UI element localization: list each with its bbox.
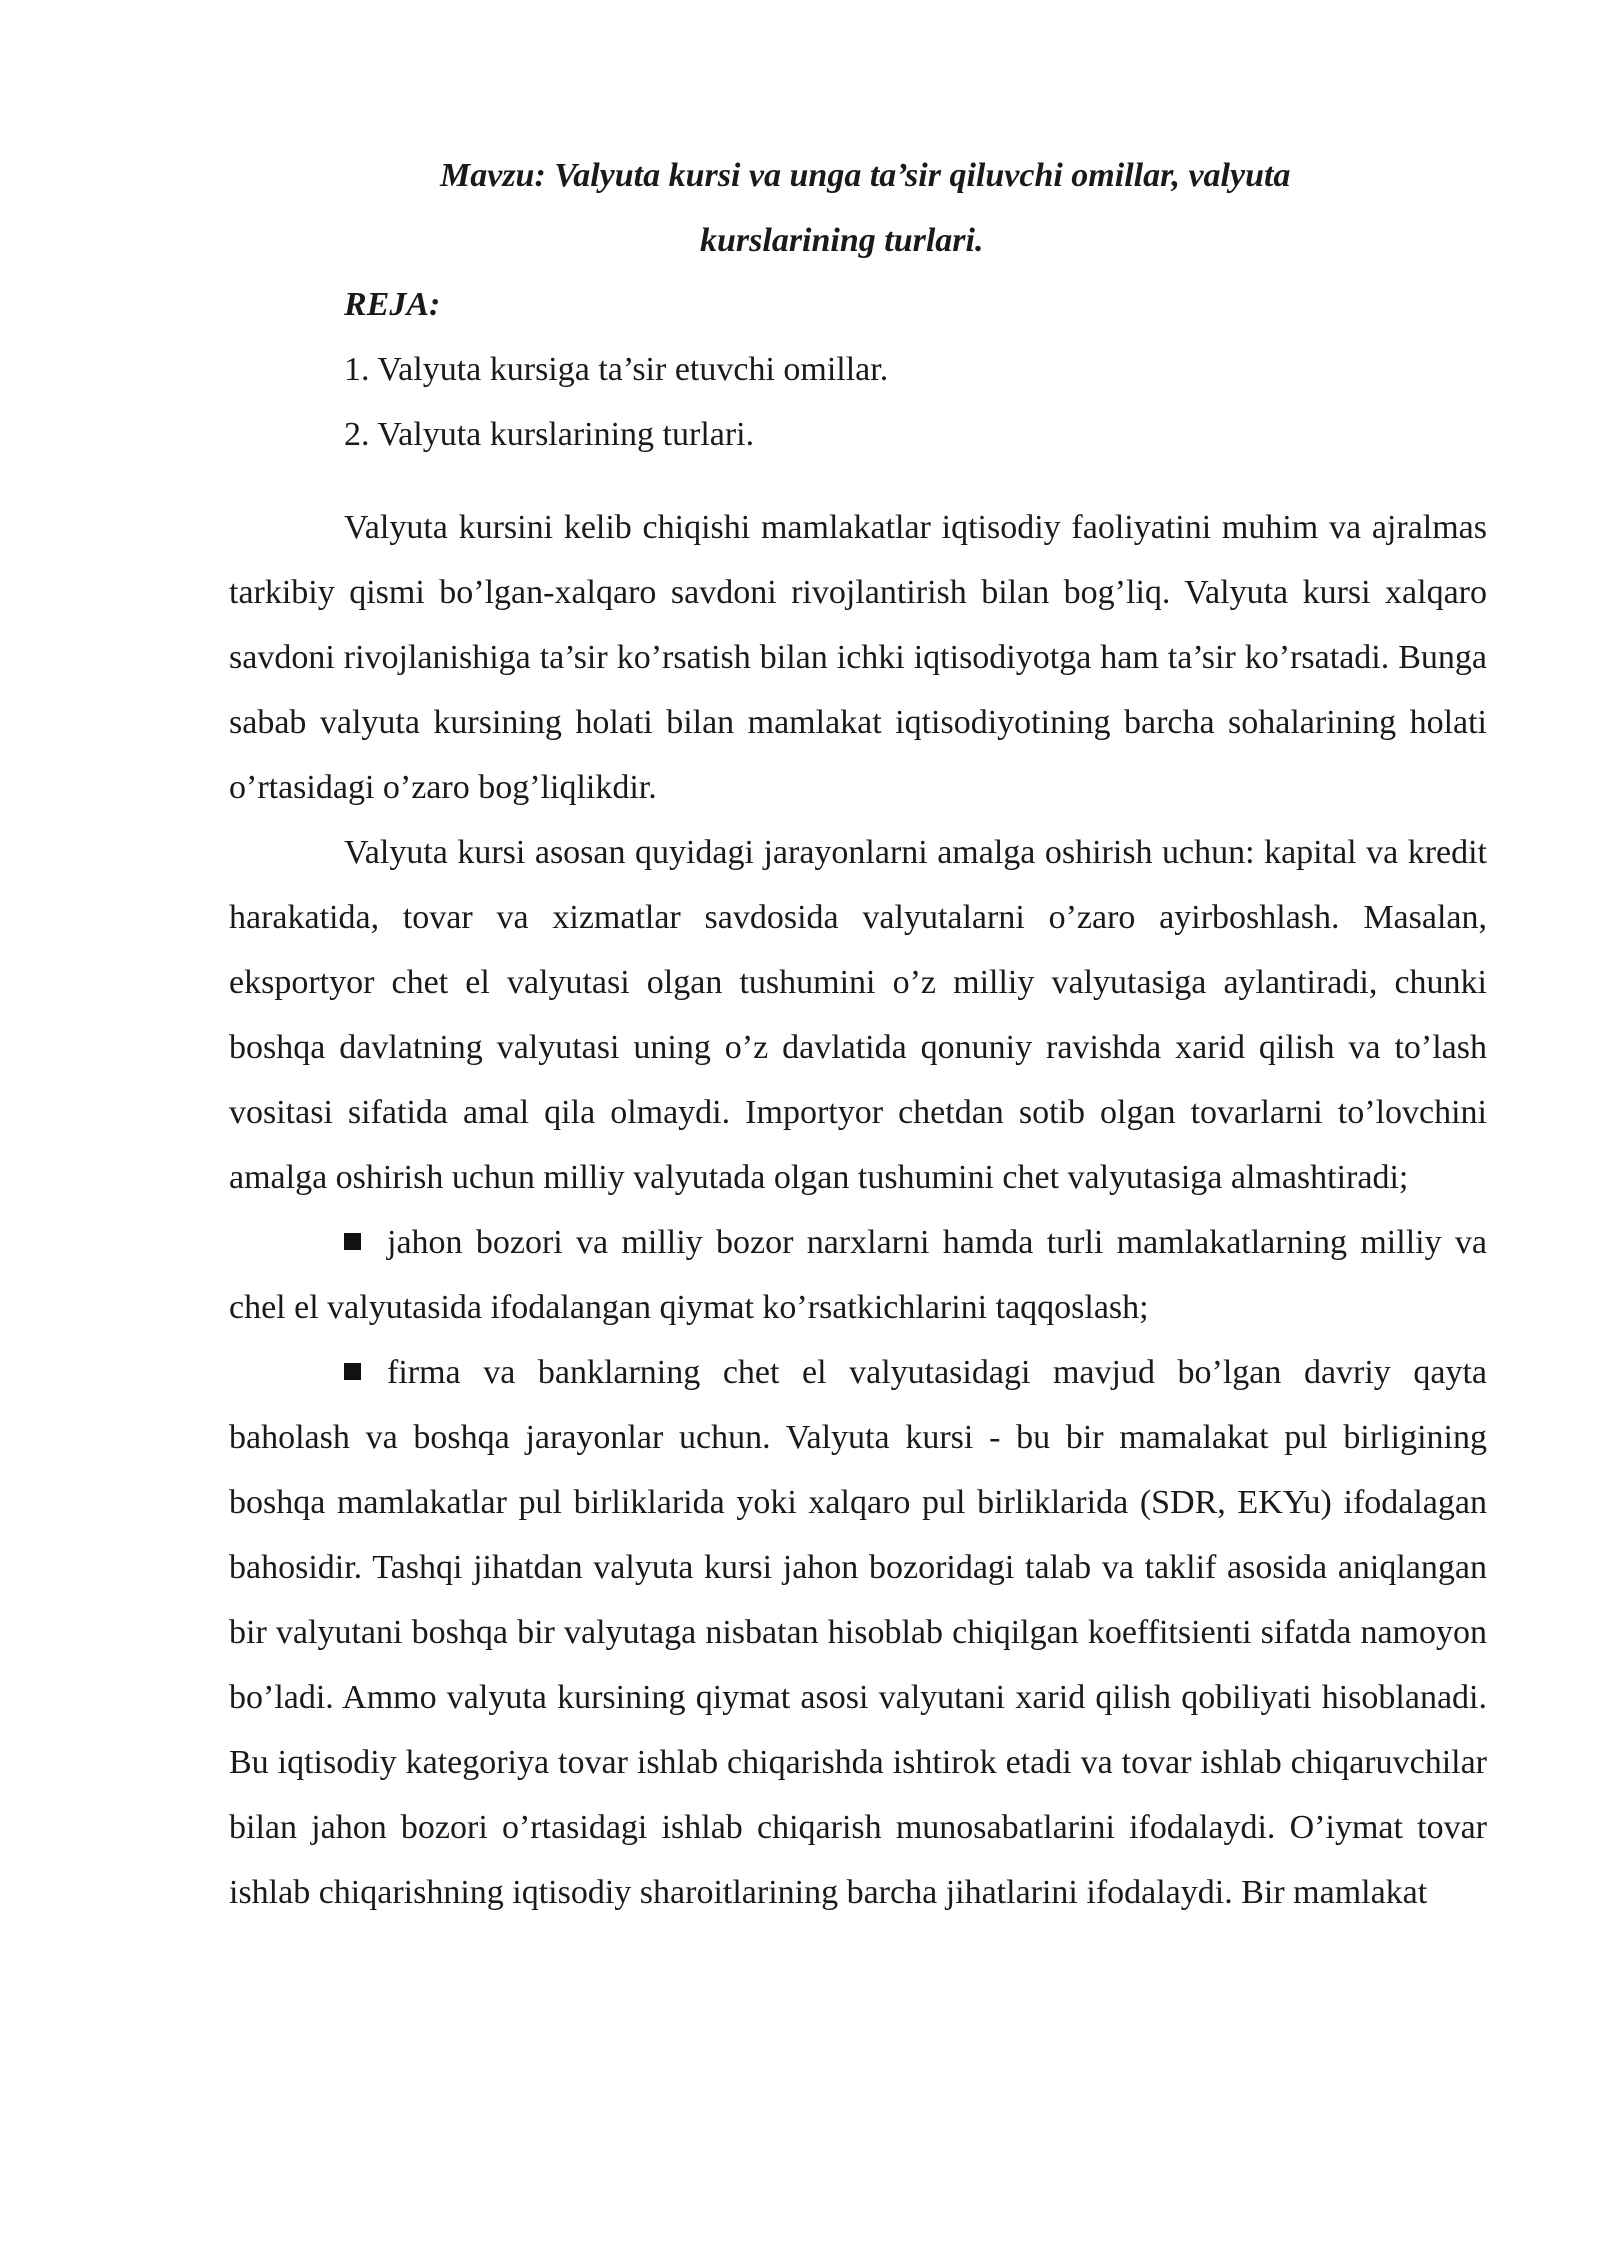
plan-item-2: 2. Valyuta kurslarining turlari. [344, 416, 755, 453]
paragraph-2: Valyuta kursi asosan quyidagi jarayonlarni amalga oshirish uchun: kapital va kredit harakatida, tovar va xizmatlar savdosida valyutalarni o’zaro ayirboshlash. Masalan, eksportyor chet el valyutasi olgan tushumini o’z milliy valyutasiga aylantiradi, chunki boshqa davlatning valyutasi uning o’z davlatida qonuniy ravishda xarid qilish va to’lash vositasi sifatida amal qila olmaydi. Importyor chetdan sotib olgan tovarlarni to’lovchini amalga oshirish uchun milliy valyutada olgan tushumini chet valyutasiga almashtiradi; [229, 834, 1487, 1196]
plan-list [344, 337, 888, 467]
bullet-item-1-text: jahon bozori va milliy bozor narxlarni hamda turli mamlakatlarning milliy va chel el valyutasida ifodalangan qiymat ko’rsatkichlarini taqqoslash; [229, 1224, 1487, 1326]
title-line-1: Mavzu: Valyuta kursi va unga ta’sir qiluvchi omillar, valyuta [440, 157, 1291, 194]
square-bullet-icon [344, 1233, 361, 1250]
plan-heading: REJA: [344, 286, 441, 323]
title-line-2: kurslarining turlari. [700, 222, 984, 259]
body-text [229, 495, 1487, 1925]
square-bullet-icon [344, 1363, 361, 1380]
document-title [440, 143, 1400, 273]
paragraph-1: Valyuta kursini kelib chiqishi mamlakatlar iqtisodiy faoliyatini muhim va ajralmas tarkibiy qismi bo’lgan-xalqaro savdoni rivojlantirish bilan bog’liq. Valyuta kursi xalqaro savdoni rivojlanishiga ta’sir ko’rsatish bilan ichki iqtisodiyotga ham ta’sir ko’rsatadi. Bunga sabab valyuta kursining holati bilan mamlakat iqtisodiyotining barcha sohalarining holati o’rtasidagi o’zaro bog’liqlikdir. [229, 509, 1487, 806]
bullet-item-1 [229, 1210, 1487, 1340]
bullet-item-2 [229, 1340, 1487, 1925]
bullet-item-2-text: firma va banklarning chet el valyutasidagi mavjud bo’lgan davriy qayta baholash va boshqa jarayonlar uchun. Valyuta kursi - bu bir mamalakat pul birligining boshqa mamlakatlar pul birliklarida yoki xalqaro pul birliklarida (SDR, EKYu) ifodalagan bahosidir. Tashqi jihatdan valyuta kursi jahon bozoridagi talab va taklif asosida aniqlangan bir valyutani boshqa bir valyutaga nisbatan hisoblab chiqilgan koeffitsienti sifatda namoyon bo’ladi. Ammo valyuta kursining qiymat asosi valyutani xarid qilish qobiliyati hisoblanadi. Bu iqtisodiy kategoriya tovar ishlab chiqarishda ishtirok etadi va tovar ishlab chiqaruvchilar bilan jahon bozori o’rtasidagi ishlab chiqarish munosabatlarini ifodalaydi. O’iymat tovar ishlab chiqarishning iqtisodiy sharoitlarining barcha jihatlarini ifodalaydi. Bir mamlakat [229, 1354, 1487, 1911]
plan-item-1: 1. Valyuta kursiga ta’sir etuvchi omillar. [344, 351, 889, 388]
